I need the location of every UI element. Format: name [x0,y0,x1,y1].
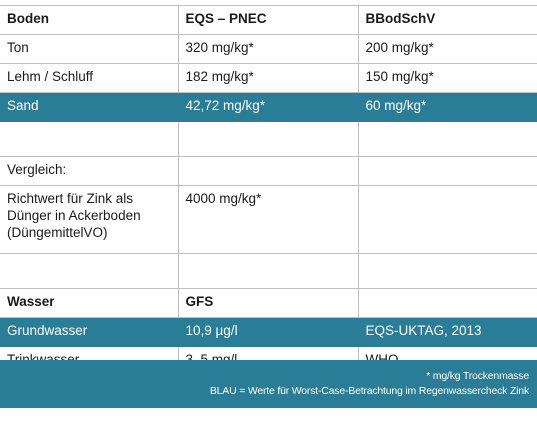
table-row-sand-highlighted [0,93,537,122]
cell-empty [358,254,537,289]
subheader-gfs: GFS [178,289,358,318]
cell-empty [358,157,537,186]
cell-label: Vergleich: [0,157,178,186]
cell-empty [358,122,537,157]
cell-label: Grundwasser [0,318,178,347]
header-boden: Boden [0,6,178,35]
table-footnote-bar [0,360,537,408]
table-row-ton [0,35,537,64]
cell-label: Richtwert für Zink als Dünger in Ackerboden (DüngemittelVO) [0,186,178,254]
comparison-table-frame [0,5,537,408]
cell-eqs-value: 320 mg/kg* [178,35,358,64]
cell-bbodschv-value: 60 mg/kg* [358,93,537,122]
table-header-row [0,6,537,35]
cell-gfs-value: 10,9 µg/l [178,318,358,347]
cell-source: EQS-UKTAG, 2013 [358,318,537,347]
cell-label: Sand [0,93,178,122]
cell-empty [178,157,358,186]
header-eqs-pnec: EQS – PNEC [178,6,358,35]
table-row-spacer [0,254,537,289]
cell-eqs-value: 182 mg/kg* [178,64,358,93]
table-row-lehm-schluff [0,64,537,93]
cell-empty [358,186,537,254]
table-row-spacer [0,122,537,157]
cell-empty [0,122,178,157]
footnote-blue-legend: BLAU = Werte für Worst-Case-Betrachtung im Regenwassercheck Zink [209,385,529,397]
cell-label: Ton [0,35,178,64]
table-row-grundwasser-highlighted [0,318,537,347]
table-row-richtwert-zink [0,186,537,254]
table-subheader-wasser [0,289,537,318]
header-bbodschv: BBodSchV [358,6,537,35]
footnote-unit: * mg/kg Trockenmasse [426,370,529,382]
cell-eqs-value: 42,72 mg/kg* [178,93,358,122]
subheader-wasser: Wasser [0,289,178,318]
cell-empty [358,289,537,318]
table-row-vergleich [0,157,537,186]
cell-empty [178,254,358,289]
cell-label: Lehm / Schluff [0,64,178,93]
cell-eqs-value: 4000 mg/kg* [178,186,358,254]
zinc-limits-table [0,5,537,376]
cell-bbodschv-value: 200 mg/kg* [358,35,537,64]
cell-empty [0,254,178,289]
cell-bbodschv-value: 150 mg/kg* [358,64,537,93]
cell-empty [178,122,358,157]
